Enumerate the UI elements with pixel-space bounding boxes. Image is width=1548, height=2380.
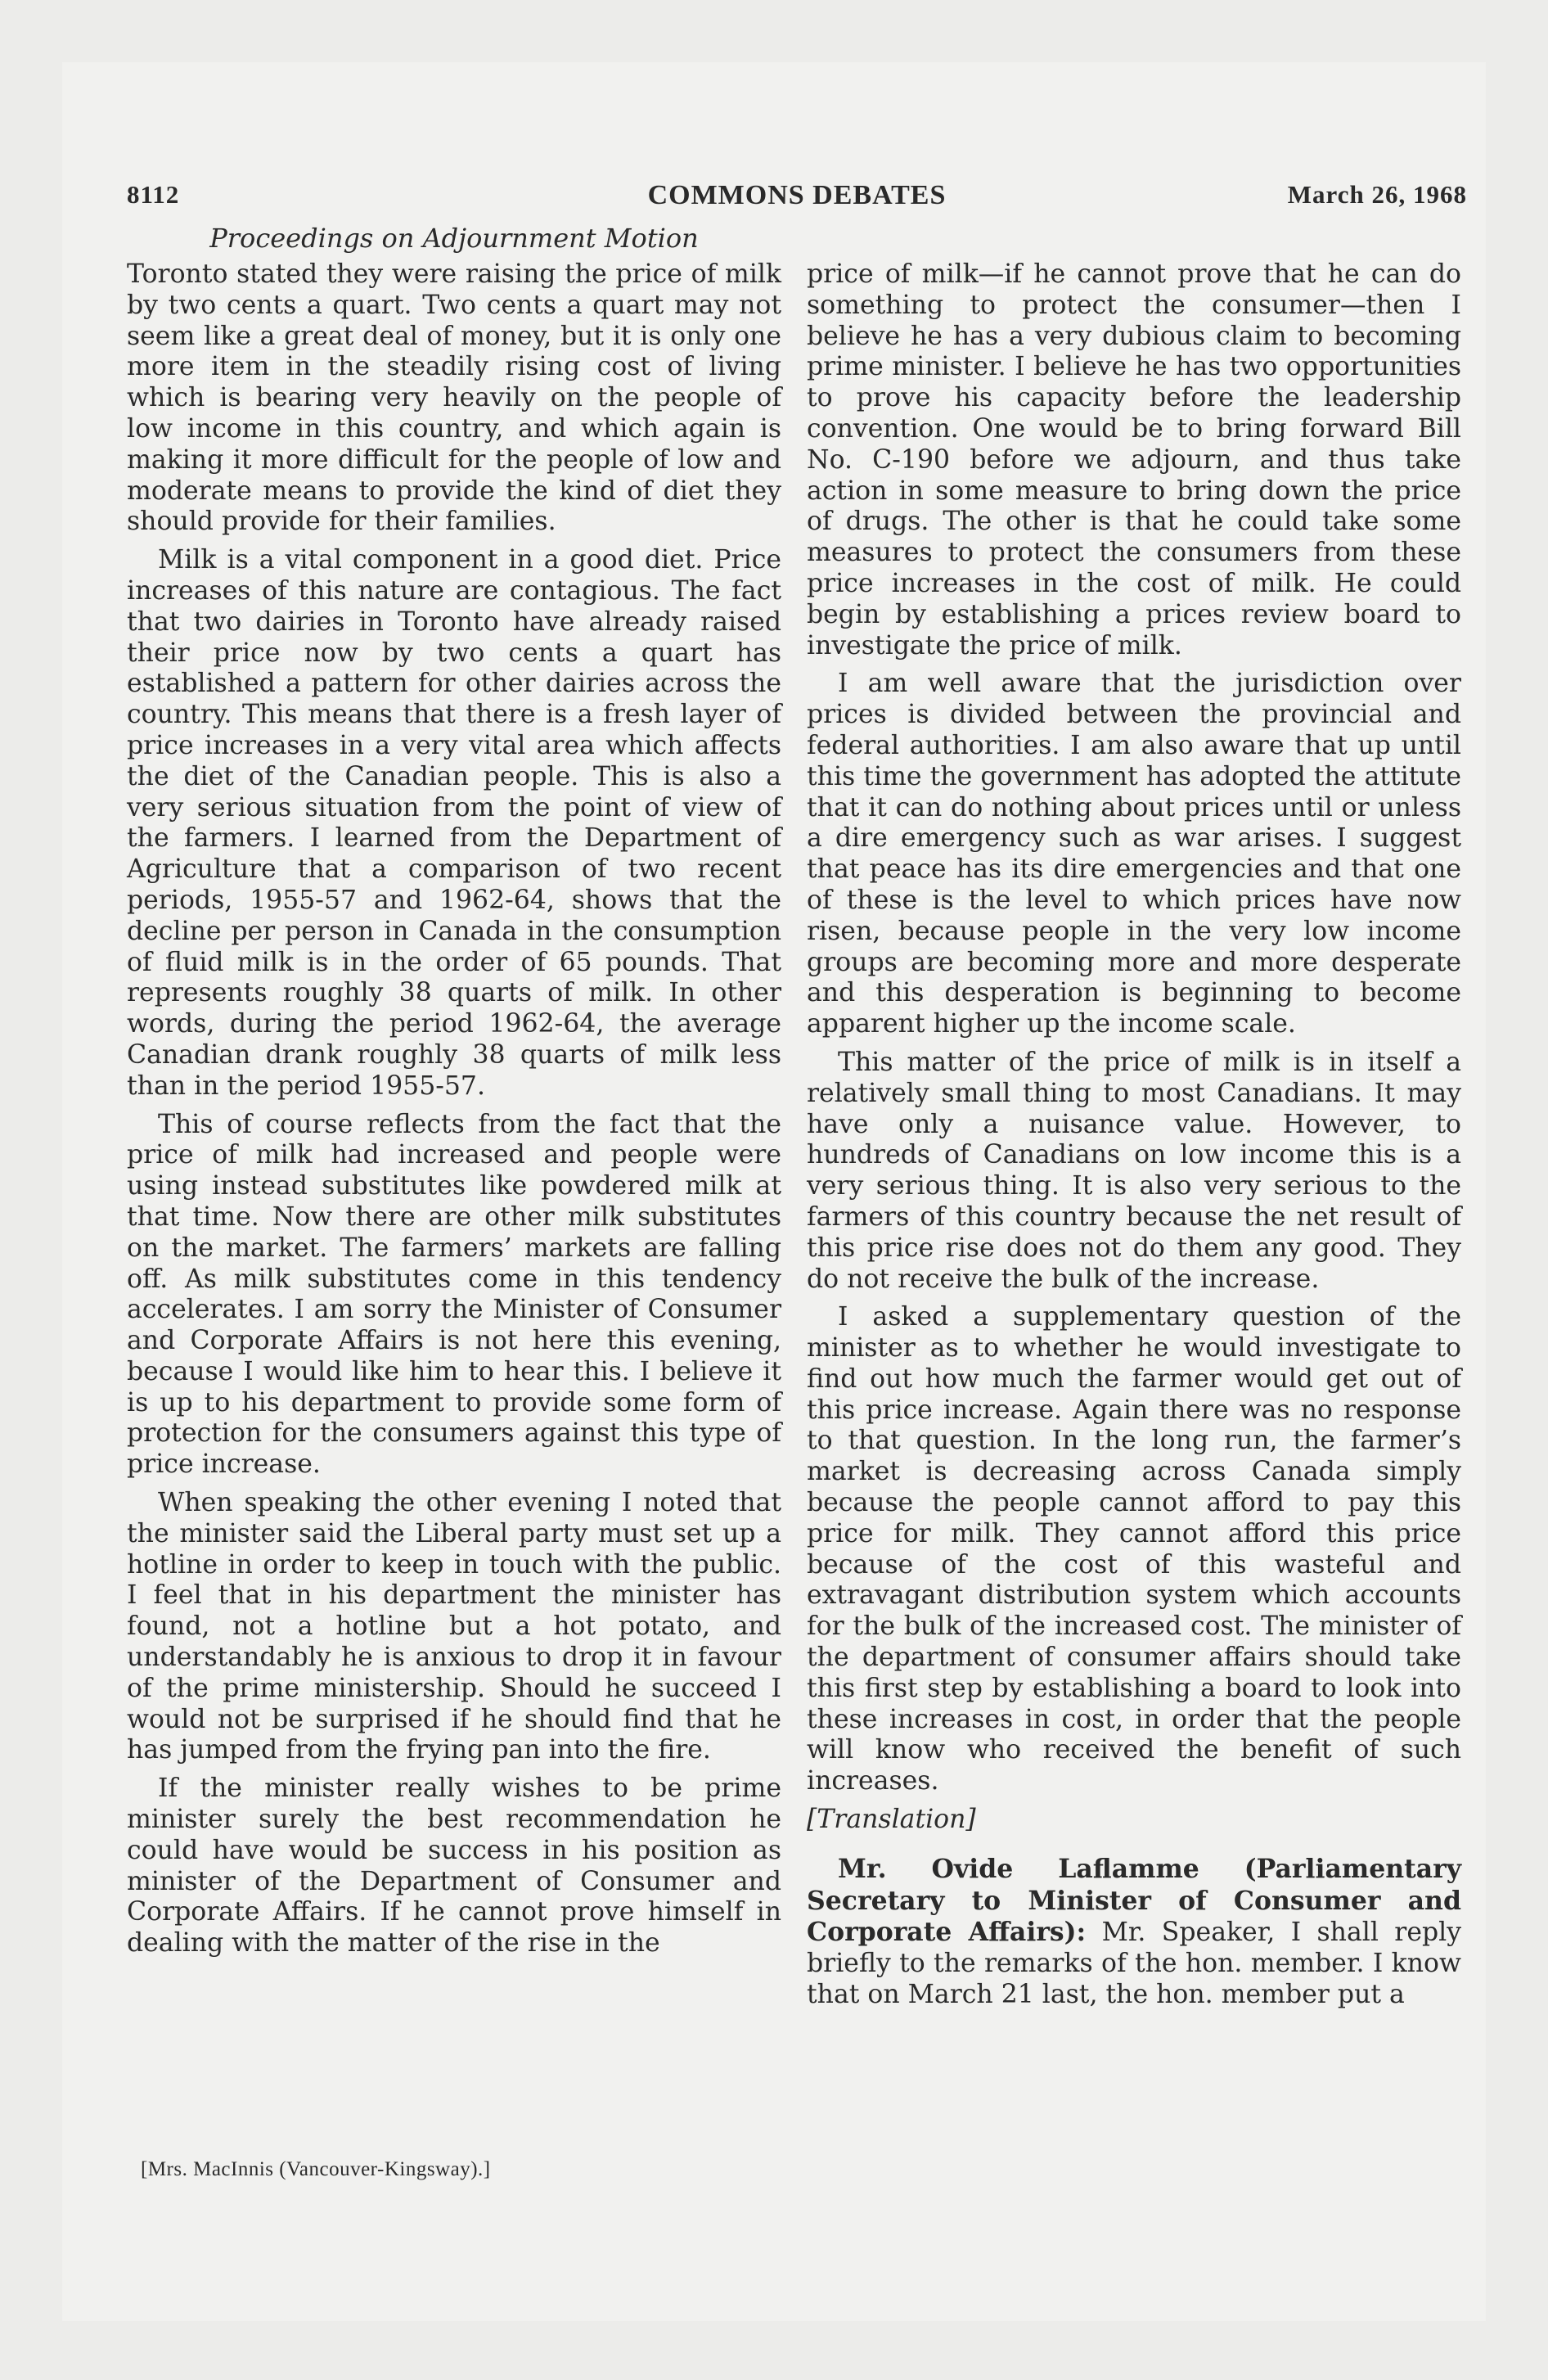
publication-date: March 26, 1968 [1287, 180, 1467, 209]
paragraph: This matter of the price of milk is in itself a relatively small thing to most Canadians. It may have only a nuisance value. However, to hundreds of Canadians on low income this is a very serious thing. It is also very serious to the farmers of this country because the net result of this price rise does not do them any good. They do not receive the bulk of the increase. [807, 1047, 1461, 1294]
paragraph: When speaking the other evening I noted that the minister said the Liberal party must set up a hotline in order to keep in touch with the public. I feel that in his department the minister has found, not a hotline but a hot potato, and understandably he is anxious to drop it in favour of the prime ministership. Should he succeed I would not be surprised if he should find that he has jumped from the frying pan into the fire. [127, 1488, 781, 1765]
speaker-paragraph [807, 1854, 1461, 2011]
page-footnote: [Mrs. MacInnis (Vancouver-Kingsway).] [141, 2158, 491, 2180]
paragraph: Toronto stated they were raising the price of milk by two cents a quart. Two cents a quart may not seem like a great deal of money, but it is only one more item in the steadily rising cost of living which is bearing very heavily on the people of low income in this country, and which again is making it more difficult for the people of low and moderate means to provide the kind of diet they should provide for their families. [127, 259, 781, 537]
publication-title: COMMONS DEBATES [647, 180, 947, 210]
paragraph: I am well aware that the jurisdiction over prices is divided between the provincial and federal authorities. I am also aware that up until this time the government has adopted the attitute that it can do nothing about prices until or unless a dire emergency such as war arises. I suggest that peace has its dire emergencies and that one of these is the level to which prices have now risen, because people in the very low income groups are becoming more and more desperate and this desperation is beginning to become apparent higher up the income scale. [807, 669, 1461, 1039]
section-subheading: Proceedings on Adjournment Motion [209, 223, 699, 254]
translation-label: [Translation] [807, 1805, 976, 1835]
page-number: 8112 [127, 180, 180, 209]
speaker-name: Mr. Ovide Laflamme (Parliamentary Secretary to Minister of Consumer and Corporate Affairs): [807, 1853, 1461, 1948]
right-column [807, 259, 1461, 2011]
paragraph: I asked a supplementary question of the minister as to whether he would investigate to find out how much the farmer would get out of this price increase. Again there was no response to that question. In the long run, the farmer’s market is decreasing across Canada simply because the people cannot afford to pay this price for milk. They cannot afford this price because of the cost of this wasteful and extravagant distribution system which accounts for the bulk of the increased cost. The minister of the department of consumer affairs should take this first step by establishing a board to look into these increases in cost, in order that the people will know who received the benefit of such increases. [807, 1302, 1461, 1796]
paragraph: Milk is a vital component in a good diet. Price increases of this nature are contagious. The fact that two dairies in Toronto have already raised their price now by two cents a quart has established a pattern for other dairies across the country. This means that there is a fresh layer of price increases in a very vital area which affects the diet of the Canadian people. This is also a very serious situation from the point of view of the farmers. I learned from the Department of Agriculture that a comparison of two recent periods, 1955-57 and 1962-64, shows that the decline per person in Canada in the consumption of fluid milk is in the order of 65 pounds. That represents roughly 38 quarts of milk. In other words, during the period 1962-64, the average Canadian drank roughly 38 quarts of milk less than in the period 1955-57. [127, 545, 781, 1101]
paragraph: price of milk—if he cannot prove that he can do something to protect the consumer—then I believe he has a very dubious claim to becoming prime minister. I believe he has two opportunities to prove his capacity before the leadership convention. One would be to bring forward Bill No. C-190 before we adjourn, and thus take action in some measure to bring down the price of drugs. The other is that he could take some measures to protect the consumers from these price increases in the cost of milk. He could begin by establishing a prices review board to investigate the price of milk. [807, 259, 1461, 660]
paragraph: If the minister really wishes to be prime minister surely the best recommendation he could have would be success in his position as minister of the Department of Consumer and Corporate Affairs. If he cannot prove himself in dealing with the matter of the rise in the [127, 1774, 781, 1959]
speaker-text: Mr. Speaker, I shall reply briefly to the remarks of the hon. member. I know that on March 21 last, the hon. member put a [807, 1918, 1462, 2010]
page-header [127, 180, 1467, 221]
left-column [127, 259, 781, 1959]
paragraph: This of course reflects from the fact that the price of milk had increased and people were using instead substitutes like powdered milk at that time. Now there are other milk substitutes on the market. The farmers’ markets are falling off. As milk substitutes come in this tendency accelerates. I am sorry the Minister of Consumer and Corporate Affairs is not here this evening, because I would like him to hear this. I believe it is up to his department to provide some form of protection for the consumers against this type of price increase. [127, 1109, 781, 1480]
